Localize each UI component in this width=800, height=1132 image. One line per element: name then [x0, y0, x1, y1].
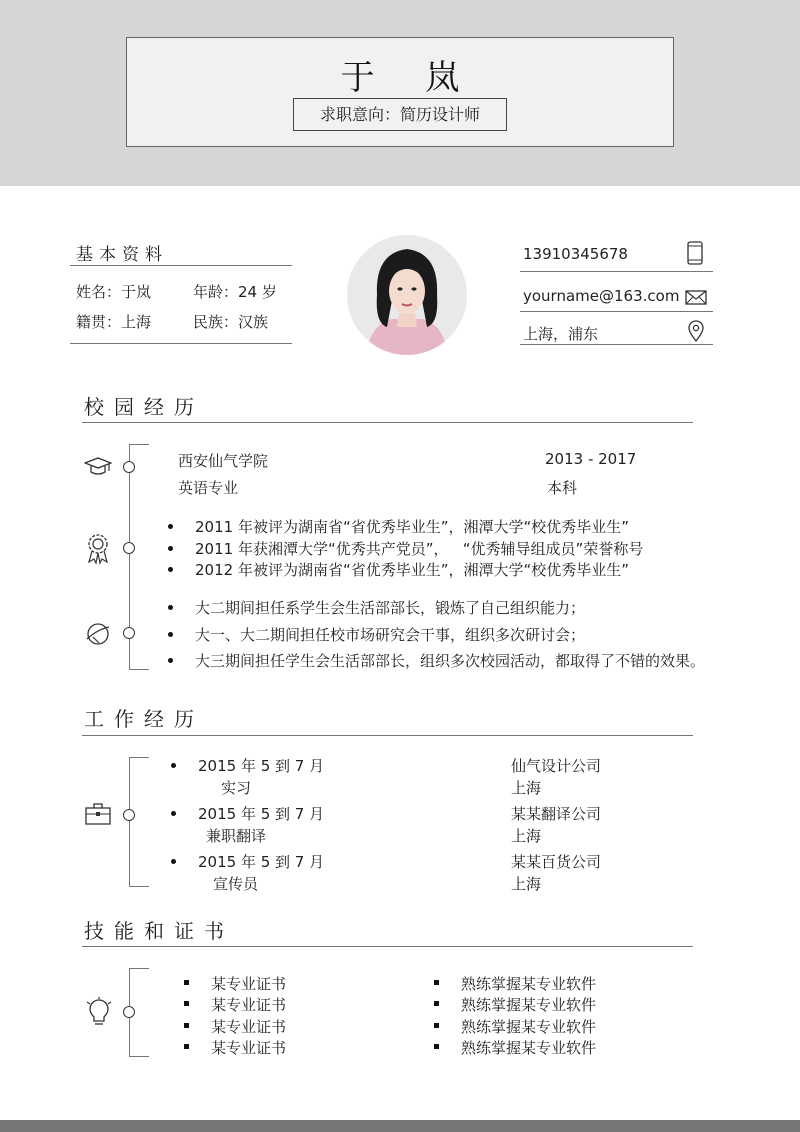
- timeline-node: [123, 809, 135, 821]
- planet-icon: [85, 621, 111, 647]
- timeline-cap: [129, 757, 149, 758]
- work-date: 2015 年 5 到 7 月: [198, 757, 325, 775]
- bullet: [168, 658, 173, 663]
- software-item: 熟练掌握某专业软件: [461, 996, 597, 1014]
- divider: [520, 311, 713, 312]
- phone-icon: [687, 241, 703, 265]
- timeline-cap: [129, 968, 149, 969]
- divider: [70, 343, 292, 344]
- work-section-title: 工作经历: [84, 707, 204, 731]
- timeline-node: [123, 1006, 135, 1018]
- bullet: [434, 1044, 439, 1049]
- skills-section-title: 技能和证书: [84, 919, 234, 943]
- school-degree: 本科: [547, 479, 578, 497]
- lightbulb-icon: [86, 997, 112, 1027]
- divider: [70, 265, 292, 266]
- work-role: 宣传员: [213, 875, 259, 893]
- bullet: [168, 546, 173, 551]
- section-divider: [82, 946, 693, 947]
- work-date: 2015 年 5 到 7 月: [198, 805, 325, 823]
- bullet: [434, 1001, 439, 1006]
- timeline-line: [129, 757, 130, 886]
- work-company: 某某翻译公司: [511, 805, 602, 823]
- footer-bar: [0, 1120, 800, 1132]
- award-badge-icon: [86, 533, 110, 565]
- bullet: [171, 811, 176, 816]
- briefcase-icon: [85, 803, 111, 825]
- bullet: [168, 524, 173, 529]
- cert-item: 某专业证书: [211, 975, 287, 993]
- activity-item: 大三期间担任学生会生活部部长，组织多次校园活动，都取得了不错的效果。: [195, 652, 706, 670]
- timeline-cap: [129, 1056, 149, 1057]
- divider: [520, 344, 713, 345]
- bullet: [168, 632, 173, 637]
- bullet: [168, 605, 173, 610]
- info-name: 姓名：于岚: [76, 283, 152, 301]
- timeline-cap: [129, 669, 149, 670]
- cert-item: 某专业证书: [211, 996, 287, 1014]
- work-company: 仙气设计公司: [511, 757, 602, 775]
- timeline-cap: [129, 886, 149, 887]
- info-age: 年龄：24 岁: [193, 283, 277, 301]
- work-city: 上海: [511, 779, 542, 797]
- bullet: [184, 1023, 189, 1028]
- work-role: 实习: [221, 779, 252, 797]
- software-item: 熟练掌握某专业软件: [461, 975, 597, 993]
- bullet: [168, 567, 173, 572]
- cert-item: 某专业证书: [211, 1039, 287, 1057]
- school-years: 2013 - 2017: [545, 450, 637, 468]
- honor-item: 2011 年被评为湖南省“省优秀毕业生”，湘潭大学“校优秀毕业生”: [195, 518, 630, 536]
- work-role: 兼职翻译: [206, 827, 267, 845]
- name-box: [126, 37, 674, 147]
- cert-item: 某专业证书: [211, 1018, 287, 1036]
- contact-phone: 13910345678: [523, 245, 628, 263]
- bullet: [171, 763, 176, 768]
- campus-section-title: 校园经历: [84, 395, 204, 419]
- profile-photo: [347, 235, 467, 355]
- contact-address: 上海，浦东: [523, 325, 599, 343]
- section-divider: [82, 422, 693, 423]
- software-item: 熟练掌握某专业软件: [461, 1018, 597, 1036]
- info-hometown: 籍贯：上海: [76, 313, 152, 331]
- location-pin-icon: [688, 320, 704, 342]
- contact-email: yourname@163.com: [523, 287, 680, 305]
- info-ethnicity: 民族：汉族: [193, 313, 269, 331]
- honor-item: 2012 年被评为湖南省“省优秀毕业生”，湘潭大学“校优秀毕业生”: [195, 561, 630, 579]
- timeline-node: [123, 627, 135, 639]
- school-major: 英语专业: [178, 479, 239, 497]
- timeline-node: [123, 461, 135, 473]
- timeline-node: [123, 542, 135, 554]
- timeline-cap: [129, 444, 149, 445]
- work-city: 上海: [511, 875, 542, 893]
- envelope-icon: [685, 290, 707, 305]
- activity-item: 大一、大二期间担任校市场研究会干事，组织多次研讨会；: [195, 626, 586, 644]
- graduation-cap-icon: [84, 456, 112, 478]
- honor-item: 2011 年获湘潭大学“优秀共产党员”， “优秀辅导组成员”荣誉称号: [195, 540, 644, 558]
- candidate-name: 于 岚: [340, 58, 480, 98]
- divider: [520, 271, 713, 272]
- bullet: [171, 859, 176, 864]
- job-objective: 求职意向：简历设计师: [293, 98, 507, 131]
- software-item: 熟练掌握某专业软件: [461, 1039, 597, 1057]
- bullet: [184, 980, 189, 985]
- section-divider: [82, 735, 693, 736]
- school-name: 西安仙气学院: [178, 452, 269, 470]
- work-date: 2015 年 5 到 7 月: [198, 853, 325, 871]
- bullet: [184, 1001, 189, 1006]
- basic-info-title: 基本资料: [76, 245, 168, 265]
- work-company: 某某百货公司: [511, 853, 602, 871]
- bullet: [184, 1044, 189, 1049]
- bullet: [434, 1023, 439, 1028]
- bullet: [434, 980, 439, 985]
- work-city: 上海: [511, 827, 542, 845]
- activity-item: 大二期间担任系学生会生活部部长，锻炼了自己组织能力；: [195, 599, 586, 617]
